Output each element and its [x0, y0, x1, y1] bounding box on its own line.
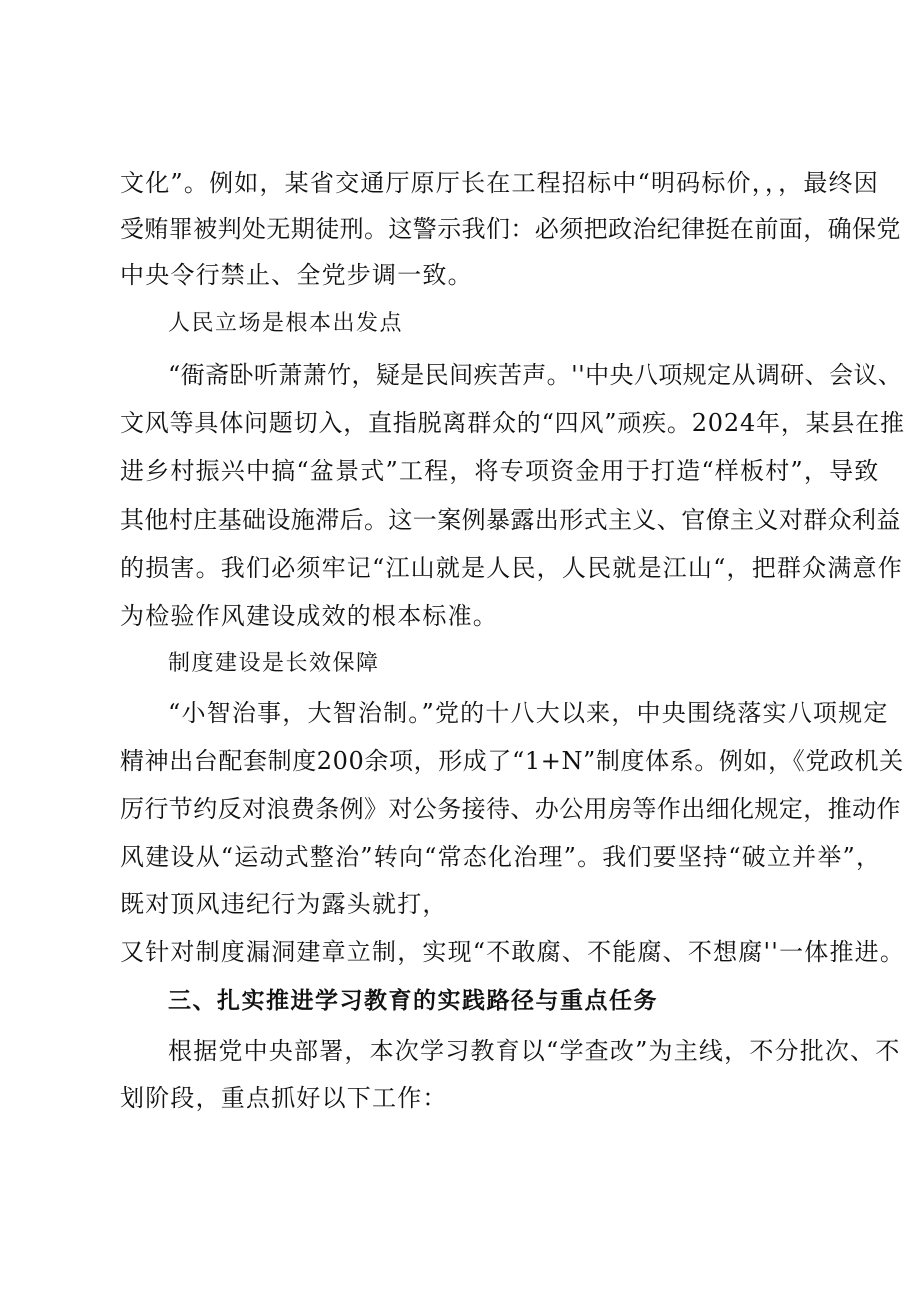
para2-line-3: 进乡村振兴中搞“盆景式”工程，将专项资金用于打造“样板村”，导致: [120, 457, 880, 485]
para1-line-1: 文化”。例如，某省交通厅原厅长在工程招标中“明码标价，，，最终因: [120, 169, 879, 197]
para3-line-5: 既对顶风违纪行为露头就打，: [120, 890, 448, 918]
para2-line-6: 为检验作风建设成效的根本标准。: [120, 602, 498, 630]
para2-line-1: “衙斋卧听萧萧竹，疑是民间疾苦声。''中央八项规定从调研、会议、: [168, 361, 903, 389]
para3-line-4: 风建设从“运动式整治”转向“常态化治理”。我们要坚持“破立并举”，: [120, 843, 882, 871]
para3-line-1: “小智治事，大智治制。”党的十八大以来，中央围绕落实八项规定: [168, 699, 889, 727]
para4-line-2: 划阶段，重点抓好以下工作：: [120, 1084, 448, 1112]
para4-line-1: 根据党中央部署，本次学习教育以“学查改”为主线，不分批次、不: [168, 1037, 901, 1065]
para2-line-4: 其他村庄基础设施滞后。这一案例暴露出形式主义、官僚主义对群众利益: [120, 506, 901, 534]
para3-line-2: 精神出台配套制度200余项，形成了“1+N”制度体系。例如，《党政机关: [120, 747, 904, 775]
section-heading-3: 三、扎实推进学习教育的实践路径与重点任务: [168, 987, 658, 1014]
para2-line-2: 文风等具体问题切入，直指脱离群众的“四风”顽疾。2024年，某县在推: [120, 409, 905, 437]
para1-line-3: 中央令行禁止、全党步调一致。: [120, 261, 473, 289]
para2-line-5: 的损害。我们必须牢记“江山就是人民，人民就是江山“，把群众满意作: [120, 554, 903, 582]
subheading-system-building: 制度建设是长效保障: [168, 651, 380, 676]
subheading-people-stance: 人民立场是根本出发点: [168, 311, 404, 336]
para1-line-2: 受贿罪被判处无期徒刑。这警示我们：必须把政治纪律挺在前面，确保党: [120, 215, 901, 243]
para3-line-6: 又针对制度漏洞建章立制，实现“不敢腐、不能腐、不想腐''一体推进。: [120, 938, 906, 966]
para3-line-3: 厉行节约反对浪费条例》对公务接待、办公用房等作出细化规定，推动作: [120, 795, 901, 823]
